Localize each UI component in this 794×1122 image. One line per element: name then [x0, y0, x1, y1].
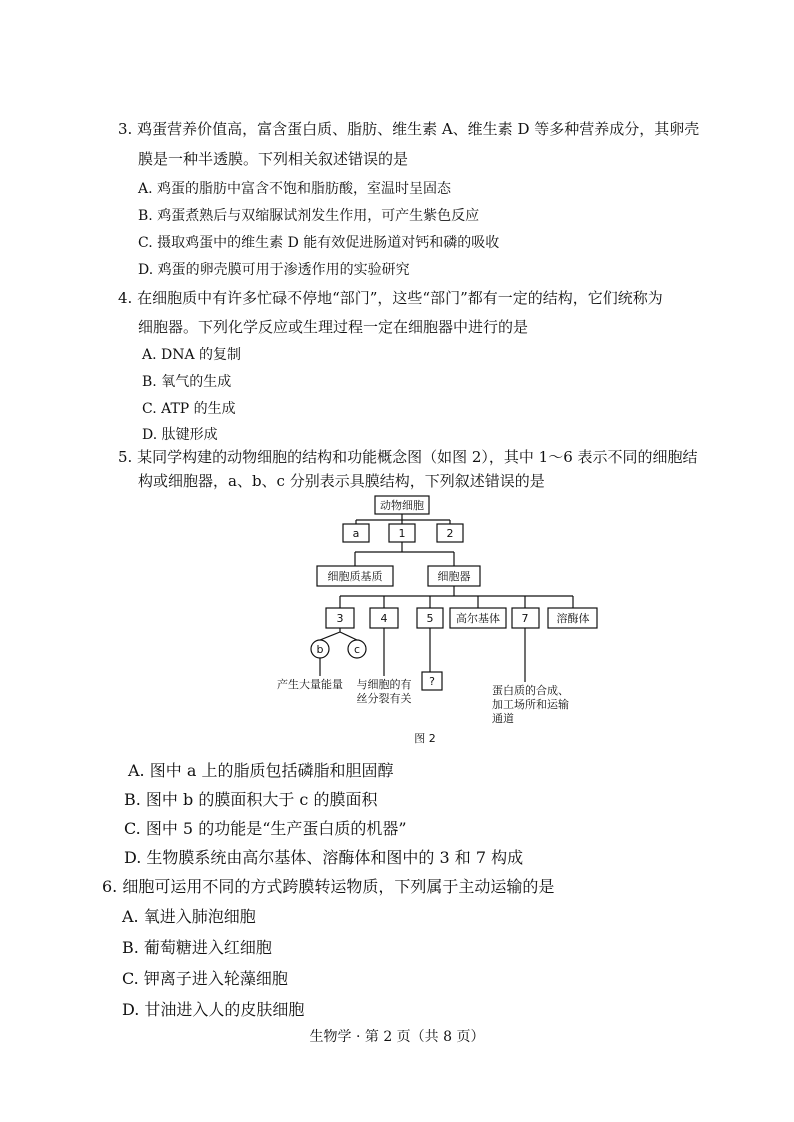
- q4-stem-line1: 4. 在细胞质中有许多忙碌不停地“部门”，这些“部门”都有一定的结构，它们统称为: [118, 289, 663, 307]
- diagram-label-5: 5: [426, 612, 434, 625]
- diagram-label-mitosis-1: 与细胞的有: [356, 678, 412, 691]
- q4-option-a: A. DNA 的复制: [142, 347, 242, 363]
- q5-stem-line1: 5. 某同学构建的动物细胞的结构和功能概念图（如图 2），其中 1～6 表示不同的细胞结: [118, 448, 698, 466]
- diagram-caption: 图 2: [414, 732, 436, 745]
- diagram-label-root: 动物细胞: [380, 499, 424, 512]
- diagram-label-protein-2: 加工场所和运输: [492, 698, 569, 711]
- diagram-label-c: c: [353, 643, 361, 656]
- diagram-label-organelles: 细胞器: [437, 570, 471, 583]
- q3-stem-line1: 3. 鸡蛋营养价值高，富含蛋白质、脂肪、维生素 A、维生素 D 等多种营养成分，其卵壳: [118, 120, 700, 138]
- diagram-label-protein-3: 通道: [492, 712, 514, 725]
- q6-option-b: B. 葡萄糖进入红细胞: [122, 938, 272, 957]
- q6-option-d: D. 甘油进入人的皮肤细胞: [122, 1000, 305, 1019]
- diagram-label-energy: 产生大量能量: [277, 678, 343, 691]
- q4-option-b: B. 氧气的生成: [142, 374, 232, 390]
- diagram-label-3: 3: [336, 612, 344, 625]
- page-footer: 生物学 · 第 2 页（共 8 页）: [309, 1029, 485, 1045]
- diagram-label-b: b: [316, 643, 324, 656]
- q3-option-b: B. 鸡蛋煮熟后与双缩脲试剂发生作用，可产生紫色反应: [138, 208, 480, 224]
- q3-stem-line2: 膜是一种半透膜。下列相关叙述错误的是: [138, 150, 409, 168]
- diagram-label-2: 2: [446, 527, 454, 540]
- diagram-label-a: a: [352, 527, 360, 540]
- q4-stem-line2: 细胞器。下列化学反应或生理过程一定在细胞器中进行的是: [138, 318, 529, 336]
- diagram-label-lysosome: 溶酶体: [556, 612, 590, 625]
- q3-option-c: C. 摄取鸡蛋中的维生素 D 能有效促进肠道对钙和磷的吸收: [138, 235, 500, 251]
- q5-option-a: A. 图中 a 上的脂质包括磷脂和胆固醇: [128, 761, 394, 780]
- diagram-label-question: ?: [429, 675, 435, 688]
- diagram-label-4: 4: [380, 612, 388, 625]
- q3-option-a: A. 鸡蛋的脂肪中富含不饱和脂肪酸，室温时呈固态: [138, 181, 452, 197]
- q6-option-a: A. 氧进入肺泡细胞: [122, 907, 256, 926]
- diagram-label-1: 1: [398, 527, 406, 540]
- q5-stem-line2: 构或细胞器，a、b、c 分别表示具膜结构，下列叙述错误的是: [138, 472, 545, 490]
- q4-option-d: D. 肽键形成: [142, 427, 218, 443]
- diagram-label-mitosis-2: 丝分裂有关: [356, 692, 412, 705]
- q5-option-b: B. 图中 b 的膜面积大于 c 的膜面积: [124, 790, 378, 809]
- diagram-label-7: 7: [521, 612, 529, 625]
- diagram-label-protein-1: 蛋白质的合成、: [492, 684, 569, 697]
- diagram-label-golgi: 高尔基体: [456, 612, 500, 625]
- q6-stem: 6. 细胞可运用不同的方式跨膜转运物质，下列属于主动运输的是: [102, 877, 555, 896]
- q3-option-d: D. 鸡蛋的卵壳膜可用于渗透作用的实验研究: [138, 262, 410, 278]
- q5-option-c: C. 图中 5 的功能是“生产蛋白质的机器”: [124, 819, 407, 838]
- q6-option-c: C. 钾离子进入轮藻细胞: [122, 969, 288, 988]
- q5-option-d: D. 生物膜系统由高尔基体、溶酶体和图中的 3 和 7 构成: [124, 848, 524, 867]
- diagram-label-cytosol: 细胞质基质: [327, 570, 383, 583]
- q4-option-c: C. ATP 的生成: [142, 401, 236, 417]
